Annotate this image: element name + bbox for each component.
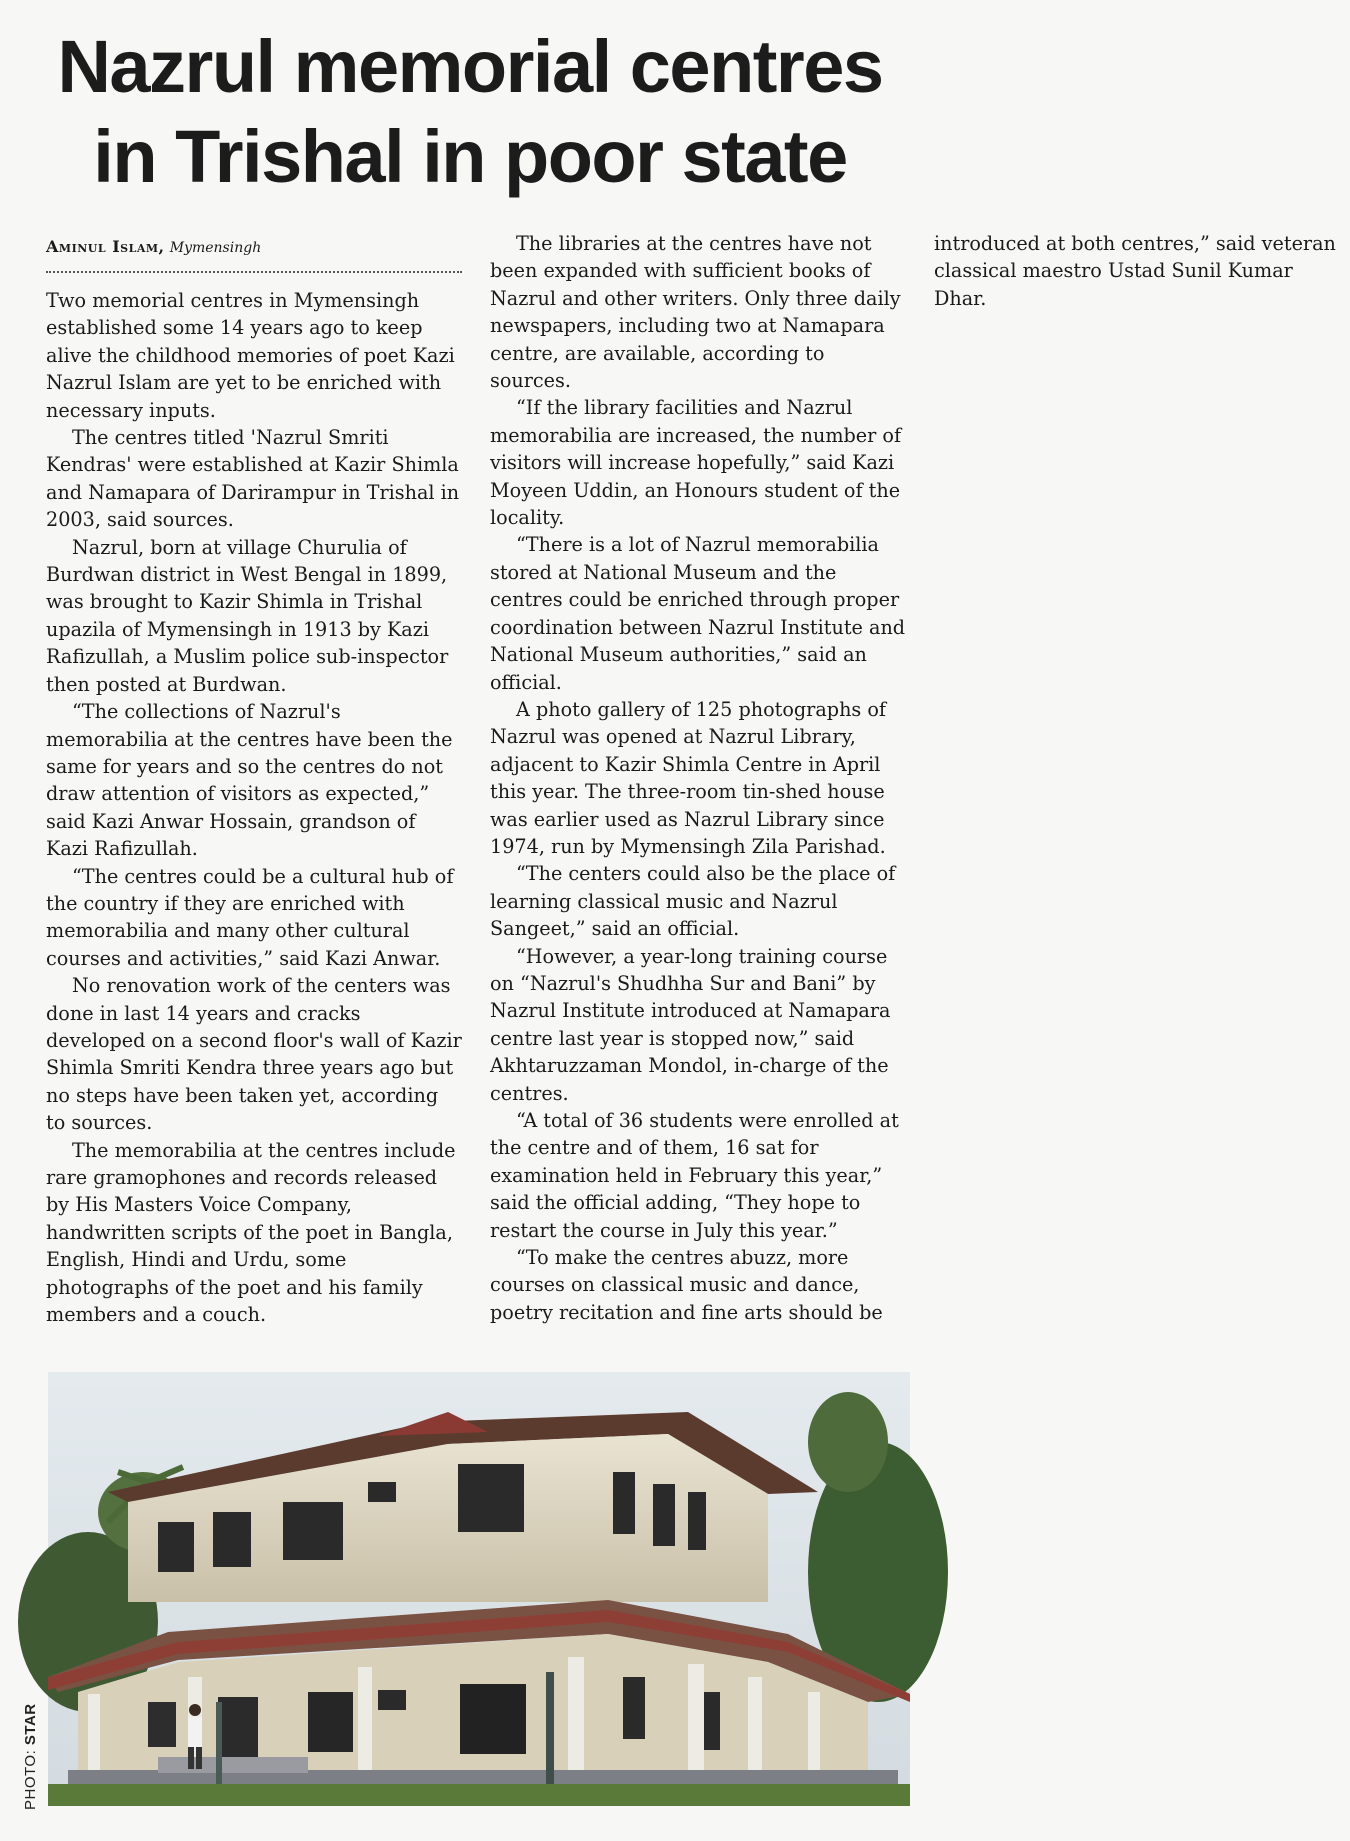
article-paragraph: A photo gallery of 125 photographs of Nazrul was opened at Nazrul Library, adjacent to Kazir Shimla Centre in April this year. The three-room tin-shed house was earlier used as Nazrul Library since 1974, run by Mymensingh Zila Parishad.	[490, 697, 887, 858]
article-paragraph: The memorabilia at the centres include rare gramophones and records released by His Masters Voice Company, handwritten scripts of the poet in Bangla, English, Hindi and Urdu, some photographs of the poet and his family members and a couch.	[46, 1138, 456, 1327]
photo-credit	[22, 1703, 39, 1810]
article-paragraph: Two memorial centres in Mymensingh established some 14 years ago to keep alive the childhood memories of poet Kazi Nazrul Islam are yet to be enriched with necessary inputs.	[46, 289, 455, 422]
article-paragraph: “If the library facilities and Nazrul memorabilia are increased, the number of visitors will increase hopefully,” said Kazi Moyeen Uddin, an Honours student of the locality.	[490, 396, 902, 530]
article-paragraph: “The centres could be a cultural hub of the country if they are enriched with memorabilia and many other cultural courses and activities,” said Kazi Anwar.	[46, 864, 454, 970]
article-paragraph: “The centers could also be the place of learning classical music and Nazrul Sangeet,” said an official.	[490, 862, 896, 941]
article-paragraph: Nazrul, born at village Churulia of Burdwan district in West Bengal in 1899, was brought to Kazir Shimla in Trishal upazila of Mymensingh in 1913 by Kazi Rafizullah, a Muslim police sub-inspector then posted at Burdwan.	[46, 535, 449, 696]
article-paragraph: The centres titled 'Nazrul Smriti Kendras' were established at Kazir Shimla and Namapara of Darirampur in Trishal in 2003, said sources.	[46, 426, 460, 532]
article-paragraph: No renovation work of the centers was done in last 14 years and cracks developed on a second floor's wall of Kazir Shimla Smriti Kendra three years ago but no steps have been taken yet, according to sources.	[46, 974, 462, 1135]
article-paragraph: The libraries at the centres have not been expanded with sufficient books of Nazrul and other writers. Only three daily newspapers, including two at Namapara centre, are available, according to sources.	[490, 232, 901, 393]
byline	[46, 236, 462, 259]
byline-author: Aminul Islam,	[46, 237, 165, 256]
article-body	[46, 230, 1336, 1345]
building-photo	[48, 1372, 910, 1806]
headline: Nazrul memorial centres in Trishal in poor state	[57, 25, 883, 198]
photo-credit-prefix: PHOTO:	[22, 1745, 39, 1810]
article-paragraph: “A total of 36 students were enrolled at the centre and of them, 16 sat for examination held in February this year,” said the official adding, “They hope to restart the course in July this year.”	[490, 1109, 899, 1242]
article-paragraph: “To make the centres abuzz, more courses on classical music and dance, poetry recitation and fine arts should be introduced at both centres,” said veteran classical maestro Ustad Sunil Kumar Dhar.	[490, 232, 1336, 1324]
photo-credit-name: STAR	[22, 1703, 39, 1746]
article-paragraph: “However, a year-long training course on “Nazrul's Shudhha Sur and Bani” by Nazrul Institute introduced at Namapara centre last year is stopped now,” said Akhtaruzzaman Mondol, in-charge of the centres.	[490, 944, 891, 1105]
byline-location: Mymensingh	[169, 240, 262, 256]
article-paragraph: “There is a lot of Nazrul memorabilia stored at National Museum and the centres could be enriched through proper coordination between Nazrul Institute and National Museum authorities,” said an official.	[490, 533, 906, 694]
byline-divider	[46, 271, 462, 273]
building-illustration	[48, 1372, 910, 1806]
article-paragraph: “The collections of Nazrul's memorabilia at the centres have been the same for years and so the centres do not draw attention of visitors as expected,” said Kazi Anwar Hossain, grandson of Kazi Rafizullah.	[46, 700, 453, 861]
